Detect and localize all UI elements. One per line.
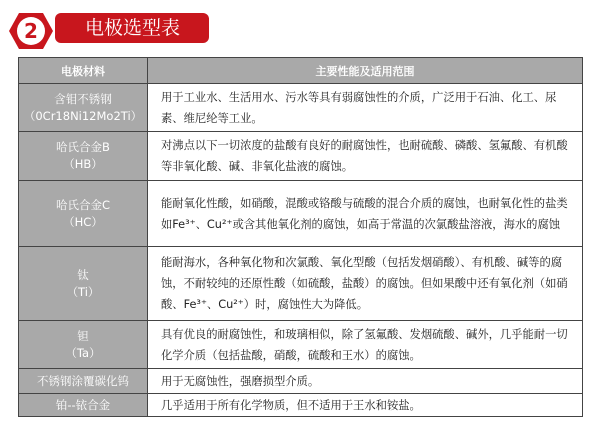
material-name: 不锈钢涂覆碳化钨 [37, 373, 129, 388]
header-material: 电极材料 [19, 58, 148, 84]
performance-cell: 对沸点以下一切浓度的盐酸有良好的耐腐蚀性，也耐硫酸、磷酸、氢氟酸、有机酸等非氧化酸、碱、非氧化盐液的腐蚀。 [148, 132, 583, 181]
material-cell [19, 394, 148, 417]
table-row [19, 321, 583, 369]
performance-cell: 用于工业水、生活用水、污水等具有弱腐蚀性的介质，广泛用于石油、化工、尿素、维尼纶等工业。 [148, 84, 583, 132]
table-row [19, 369, 583, 394]
material-code: （Ta） [65, 345, 101, 360]
performance-cell: 用于无腐蚀性，强磨损型介质。 [148, 369, 583, 394]
electrode-selection-table [18, 57, 583, 417]
material-cell [19, 84, 148, 132]
performance-cell: 能耐氧化性酸，如硝酸，混酸或铬酸与硫酸的混合介质的腐蚀，也耐氧化性的盐类如Fe³⁺、Cu²⁺或含其他氧化剂的腐蚀，如高于常温的次氯酸盐溶液，海水的腐蚀 [148, 181, 583, 247]
performance-cell: 能耐海水，各种氧化物和次氯酸、氧化型酸（包括发烟硝酸）、有机酸、碱等的腐蚀，不耐较纯的还原性酸（如硫酸，盐酸）的腐蚀。但如果酸中还有氧化剂（如硝酸、Fe³⁺、Cu²⁺）时，腐蚀性大为降低。 [148, 247, 583, 321]
material-name: 哈氏合金C [55, 197, 111, 212]
material-code: （0Cr18Ni12Mo2Ti） [23, 108, 143, 123]
material-code: （Ti） [66, 284, 100, 299]
table-header-row [19, 58, 583, 84]
table-row [19, 247, 583, 321]
section-number-badge [8, 12, 54, 50]
material-name: 哈氏合金B [56, 140, 110, 154]
section-title: 电极选型表 [55, 13, 209, 43]
table-row [19, 84, 583, 132]
header-performance: 主要性能及适用范围 [148, 58, 583, 84]
material-cell [19, 132, 148, 181]
performance-cell: 具有优良的耐腐蚀性，和玻璃相似，除了氢氟酸、发烟硫酸、碱外，几乎能耐一切化学介质（包括盐酸，硝酸，硫酸和王水）的腐蚀。 [148, 321, 583, 369]
material-name: 钛 [77, 267, 89, 282]
material-cell [19, 369, 148, 394]
table-row [19, 132, 583, 181]
material-code: （HC） [63, 214, 103, 229]
material-code: （HB） [63, 157, 103, 171]
material-cell [19, 321, 148, 369]
performance-cell: 几乎适用于所有化学物质，但不适用于王水和铵盐。 [148, 394, 583, 417]
material-cell [19, 247, 148, 321]
material-name: 含钼不锈钢 [54, 91, 112, 106]
table-row [19, 394, 583, 417]
material-cell [19, 181, 148, 247]
svg-text:2: 2 [24, 19, 38, 43]
table-row [19, 181, 583, 247]
material-name: 铂--铱合金 [55, 397, 111, 412]
material-name: 钽 [77, 328, 89, 343]
